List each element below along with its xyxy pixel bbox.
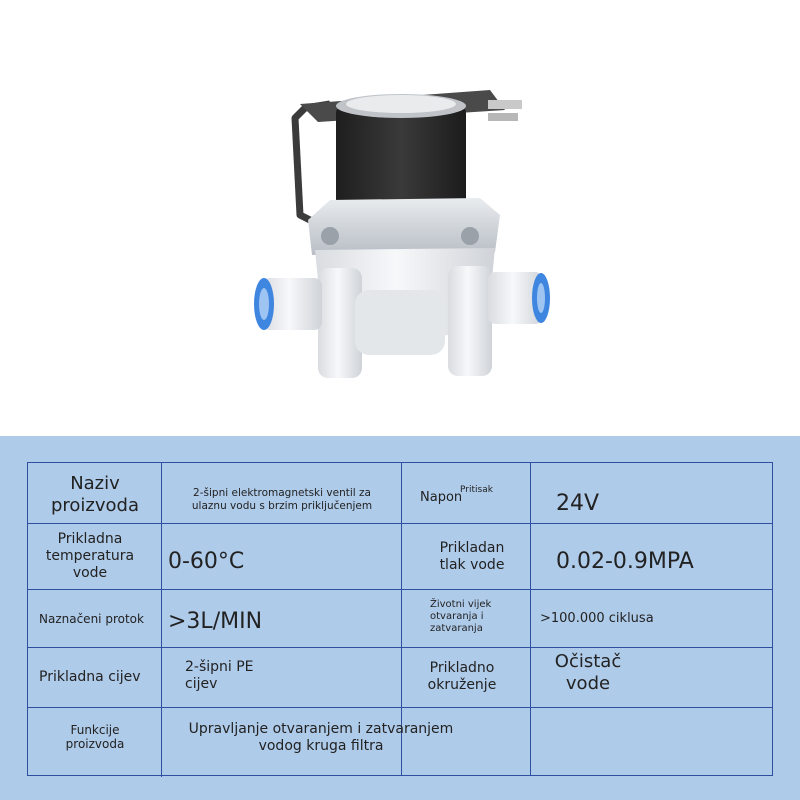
environment-value: Očistač vode	[554, 651, 622, 694]
voltage-overlay-text: Pritisak	[460, 485, 493, 495]
function-value: Upravljanje otvaranjem i zatvaranjem vodog kruga filtra	[188, 721, 454, 754]
spec-table	[27, 462, 773, 776]
name-value: 2-šipni elektromagnetski ventil za ulaznu vodu s brzim priključenjem	[191, 487, 373, 512]
pressure-label: Prikladan tlak vode	[439, 540, 505, 573]
lifetime-value: >100.000 ciklusa	[540, 611, 654, 626]
lifetime-label: Životni vijek otvaranja i zatvaranja	[430, 599, 492, 634]
pipe-value: 2-šipni PE cijev	[185, 659, 254, 692]
function-label: Funkcije proizvoda	[65, 723, 125, 752]
voltage-value: 24V	[556, 491, 600, 516]
temperature-label: Prikladna temperatura vode	[45, 531, 135, 581]
name-label: Naziv proizvoda	[50, 473, 139, 516]
pipe-label: Prikladna cijev	[39, 669, 141, 685]
voltage-label: Napon	[420, 490, 463, 505]
temperature-value: 0-60°C	[168, 549, 245, 574]
flow-value: >3L/MIN	[168, 609, 263, 634]
flow-label: Naznačeni protok	[39, 612, 144, 626]
environment-label: Prikladno okruženje	[427, 660, 497, 693]
pressure-value: 0.02-0.9MPA	[556, 549, 694, 574]
